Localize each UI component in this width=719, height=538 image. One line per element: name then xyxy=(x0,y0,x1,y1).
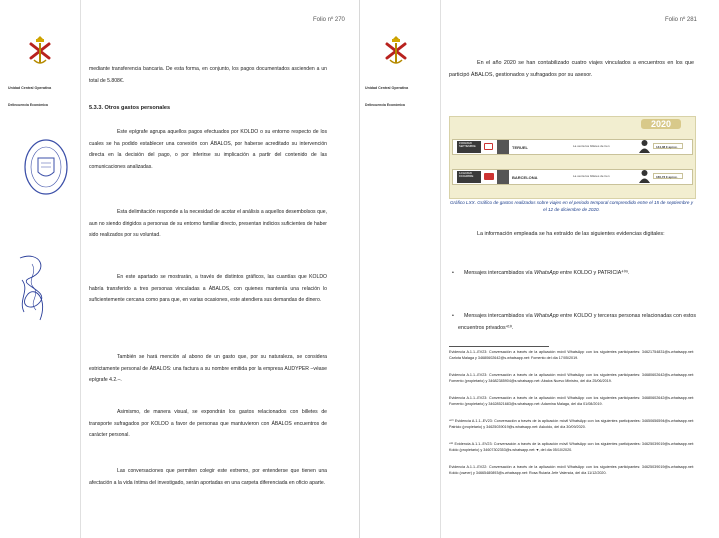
graphic-caption: Gráfico LXX. Gráfico de gastos realizados sobre viajes en el periodo temporal comprendido entre el 15 de septiembre y el 12 de diciembre de 2020. xyxy=(449,200,694,212)
travel-expenses-graphic xyxy=(449,116,696,199)
guardia-civil-crest-icon xyxy=(383,34,409,70)
trip-amount: 144,08 € aprox. xyxy=(653,143,683,149)
paragraph: Asimismo, de manera visual, se expondrán los gastos relacionados con billetes de transporte sufragados por KOLDO a favor de personas que mantuvieron con ÁBALOS encuentros de carácter personal. xyxy=(89,409,327,439)
margin-line xyxy=(80,0,81,538)
paragraph: Las conversaciones que permiten colegir este extremo, por entenderse que tienen una afectación a la vida íntima del investigado, serán aportadas en una carpeta diferenciada en oficio aparte. xyxy=(89,468,327,486)
train-icon xyxy=(484,143,493,150)
trip-label: La venta los billetes de tren xyxy=(573,174,610,178)
folio-number: Folio nº 281 xyxy=(665,17,697,23)
footnote: Evidencia A.1.1.-EV23: Conversación a través de la aplicación móvil WhatsApp con los siguientes participantes: 34680602642@s.whatsapp.net: Fomento (propietario) y 34682385904@s.whatsapp.net: Abalos Nuevo Ministro, del día 25/06/2019. xyxy=(449,373,694,384)
footnote: ⁴⁰⁹ Evidencia A.1.1.-EV23: Conversación a través de la aplicación móvil WhatsApp con los siguientes participantes: 34650656594@s.whatsapp.net: Patricio (propietario) y 34625039019@s.whatsapp.net: Askoldo, del día 30/09/2020. xyxy=(449,419,694,430)
trip-destination: TERUEL xyxy=(512,145,528,150)
trip-date: 15/09/2020 SEPTIEMBRE xyxy=(457,141,481,153)
section-heading: 5.3.3. Otros gastos personales xyxy=(89,105,171,111)
trip-date: 12/12/2020 DICIEMBRE xyxy=(457,171,481,183)
right-page xyxy=(360,0,719,538)
footnote: ⁴¹⁰ Evidencia A.1.1.-EV23: Conversación a través de la aplicación móvil WhatsApp con los siguientes participantes: 34625039019@s.whatsapp.net: Koldo (propietario) y 34607302353@s.whatsapp.net: ♥, del día 05/10/2020. xyxy=(449,442,694,453)
evidence-bullet: • Mensajes intercambiados vía WhatsApp entre KOLDO y terceras personas relacionadas con estos encuentros privados⁴¹⁰. xyxy=(452,313,696,331)
bullet-dot-icon: • xyxy=(452,270,454,276)
official-stamp-icon xyxy=(22,136,70,198)
paragraph: También se hará mención al abono de un gasto que, por su naturaleza, se considera estrictamente personal de ÁBALOS: una factura a su nombre emitida por la empresa AUDYPER –véase epígrafe 4.2.–. xyxy=(89,354,327,384)
guardia-civil-crest-icon xyxy=(27,34,53,70)
trip-row xyxy=(452,139,693,155)
evidence-bullet: • Mensajes intercambiados vía WhatsApp entre KOLDO y PATRICIA⁴⁰⁹. xyxy=(458,268,696,280)
footnote: Evidencia A.1.1.-EV23: Conversación a través de la aplicación móvil WhatsApp con los siguientes participantes: 34621754831@s.whatsapp.net: Carlota Malaga y 34680602642@s.whatsapp.net: Fomento del día 17/05/2019. xyxy=(449,350,694,361)
unit-name: Unidad Central Operativa xyxy=(8,86,52,90)
paragraph: mediante transferencia bancaria. De esta forma, en conjunto, los pagos documentados ascienden a un total de 5.808€. xyxy=(89,66,327,84)
unit-division: Delincuencia Económica xyxy=(8,103,48,107)
intro-paragraph: En el año 2020 se han contabilizado cuatro viajes vinculados a encuentros en los que participó ÁBALOS, gestionados y sufragados por su asesor. xyxy=(449,60,694,78)
paragraph: Esta delimitación responde a la necesidad de acotar el análisis a aquellos desembolsos que, aun no siendo dirigidos a personas de su entorno familiar directo, presentan indicios suficientes de haber sido realizados por su voluntad. xyxy=(89,209,327,239)
trip-destination: BARCELONA xyxy=(512,175,538,180)
footnote: Evidencia A.1.1.-EV23: Conversación a través de la aplicación móvil WhatsApp con los siguientes participantes: 34680602642@s.whatsapp.net: Fomento (propietario) y 34628521683@s.whatsapp.net: Adamina Malaga, del día 01/08/2019. xyxy=(449,396,694,407)
person-photo xyxy=(497,140,509,154)
margin-line xyxy=(440,0,441,538)
trip-amount: 160,73 € aprox. xyxy=(653,173,683,179)
evidence-intro: La información empleada se ha extraído de las siguientes evidencias digitales: xyxy=(477,231,665,237)
bullet-dot-icon: • xyxy=(452,313,454,319)
trip-label: La venta los billetes de tren xyxy=(573,144,610,148)
paragraph: En este apartado se mostrarán, a través de distintos gráficos, las cuantías que KOLDO habría transferido a tres personas vinculadas a ÁBALOS, con quienes mantenía una relación lo suficientemente cercana como para que, en varias ocasiones, este atendiera sus demandas de dinero. xyxy=(89,274,327,304)
handwritten-signature-icon xyxy=(10,250,58,328)
folio-number: Folio nº 270 xyxy=(313,17,345,23)
footnote-rule xyxy=(449,346,549,347)
paragraph: Este epígrafe agrupa aquellos pagos efectuados por KOLDO o su entorno respecto de los cuales se ha podido establecer una conexión con ÁBALOS, por haberse acreditado su intervención directa en la decisión del pago, o por inferirse su implicación a partir del contenido de las comunicaciones analizadas. xyxy=(89,129,327,170)
unit-name: Unidad Central Operativa xyxy=(365,86,409,90)
footnote: Evidencia A.1.1.-EV22: Conversación a través de la aplicación móvil WhatsApp con los siguientes participantes: 34625039019@s.whatsapp.net: Koldo (owner) y 34665480893@s.whatsapp.net: Rosa Ruiaria Jefe Valencia, del día 11/12/2020. xyxy=(449,465,694,476)
unit-division: Delincuencia Económica xyxy=(365,103,405,107)
train-icon xyxy=(484,173,494,180)
left-page xyxy=(0,0,359,538)
trip-row xyxy=(452,169,693,185)
graphic-year: 2020 xyxy=(641,119,681,129)
person-icon xyxy=(639,139,650,153)
person-icon xyxy=(639,169,650,183)
person-photo xyxy=(497,170,509,184)
